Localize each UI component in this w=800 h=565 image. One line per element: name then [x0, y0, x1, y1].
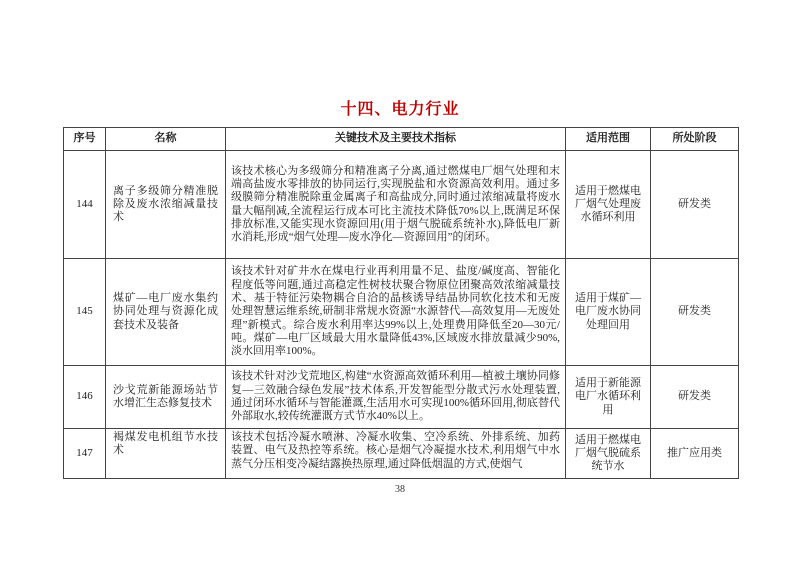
scope-cell: 适用于燃煤电厂烟气脱硫系统节水 — [566, 429, 651, 479]
row-number-cell: 146 — [64, 366, 106, 429]
tech-cell: 该技术包括冷凝水喷淋、冷凝水收集、空冷系统、外排系统、加药装置、电气及热控等系统。核心是烟气冷凝提水技术,利用烟气中水蒸气分压相变冷凝结露换热原理,通过降低烟温的方式,使烟气 — [226, 429, 566, 479]
name-cell: 沙戈荒新能源场站节水增汇生态修复技术 — [106, 366, 226, 429]
name-cell: 离子多级筛分精准脱除及废水浓缩减量技术 — [106, 151, 226, 259]
row-number-cell: 145 — [64, 259, 106, 366]
name-cell: 煤矿—电厂废水集约协同处理与资源化成套技术及装备 — [106, 259, 226, 366]
scope-cell: 适用于新能源电厂水循环利用 — [566, 366, 651, 429]
table-row — [64, 151, 739, 259]
scope-cell: 适用于煤矿—电厂废水协同处理回用 — [566, 259, 651, 366]
page-number: 38 — [395, 484, 405, 495]
table-row — [64, 429, 739, 479]
tech-cell: 该技术核心为多级筛分和精准离子分离,通过燃煤电厂烟气处理和末端高盐废水零排放的协同运行,实现脱盐和水资源高效利用。通过多级膜筛分精准脱除重金属离子和高盐成分,同时通过浓缩减量将废水量大幅削减,全流程运行成本可比主流技术降低70%以上,既满足环保排放标准,又能实现水资源回用(用于烟气脱硫系统补水),降低电厂新水消耗,形成“烟气处理—废水净化—资源回用”的闭环。 — [226, 151, 566, 259]
row-number-cell: 144 — [64, 151, 106, 259]
header-number: 序号 — [64, 128, 106, 151]
tech-cell: 该技术针对沙戈荒地区,构建“水资源高效循环利用—植被土壤协同修复—三效融合绿色发展”技术体系,开发智能型分散式污水处理装置,通过闭环水循环与智能灌溉,生活用水可实现100%循环回用,彻底替代外部取水,较传统灌溉方式节水40%以上。 — [226, 366, 566, 429]
section-title: 十四、电力行业 — [340, 101, 460, 118]
header-stage: 所处阶段 — [651, 128, 739, 151]
scope-cell: 适用于燃煤电厂烟气处理废水循环利用 — [566, 151, 651, 259]
table-row — [64, 259, 739, 366]
header-scope: 适用范围 — [566, 128, 651, 151]
stage-cell: 推广应用类 — [651, 429, 739, 479]
technology-table — [63, 127, 739, 479]
header-tech: 关键技术及主要技术指标 — [226, 128, 566, 151]
stage-cell: 研发类 — [651, 151, 739, 259]
name-cell: 褐煤发电机组节水技术 — [106, 429, 226, 479]
table-row — [64, 366, 739, 429]
table-header-row — [64, 128, 739, 151]
tech-cell: 该技术针对矿井水在煤电行业再利用量不足、盐度/碱度高、智能化程度低等问题,通过高稳定性树枝状聚合物原位团聚高效浓缩减量技术、基于特征污染物耦合自洽的晶核诱导结晶协同软化技术和无废处理智慧运维系统,研制非常规水资源“水源替代—高效复用—无废处理”新模式。综合废水利用率达99%以上,处理费用降低至20—30元/吨。煤矿—电厂区域最大用水量降低43%,区域废水排放量减少90%,淡水回用率100%。 — [226, 259, 566, 366]
row-number-cell: 147 — [64, 429, 106, 479]
stage-cell: 研发类 — [651, 366, 739, 429]
header-name: 名称 — [106, 128, 226, 151]
stage-cell: 研发类 — [651, 259, 739, 366]
